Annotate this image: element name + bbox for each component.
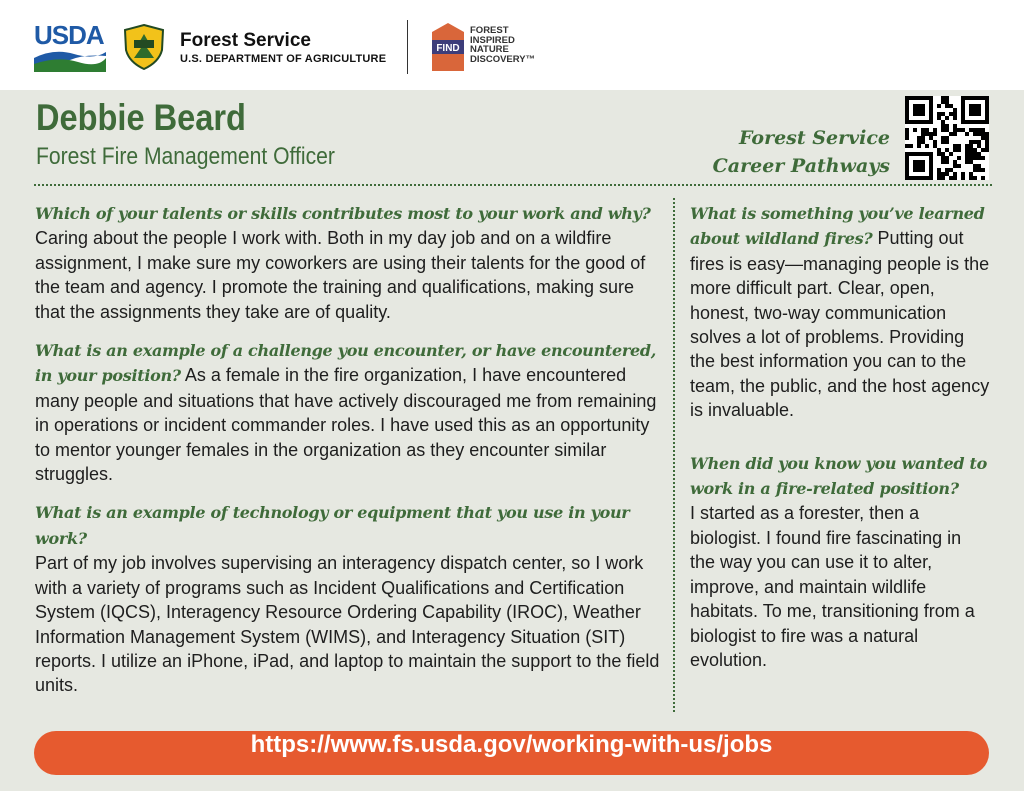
horizontal-divider [34, 184, 992, 186]
usda-logo [34, 20, 106, 72]
answer-text: Putting out fires is easy—managing people is the more difficult part. Clear, open, honest, two-way communication solves a lot of problems. Providing the best information you can to the team, the public, and the host agency is invaluable. [690, 228, 990, 421]
left-column [35, 201, 660, 712]
qa-item [35, 500, 660, 697]
person-name: Debbie Beard [36, 97, 246, 138]
qa-item [690, 201, 990, 423]
question-text: When did you know you wanted to work in a fire-related position? [690, 453, 987, 499]
jobs-url-bar[interactable] [34, 731, 989, 775]
find-badge-text: FIND [436, 43, 460, 54]
department-name: U.S. DEPARTMENT OF AGRICULTURE [180, 53, 387, 65]
question-text: What is an example of technology or equipment that you use in your work? [35, 503, 630, 548]
header-bar [0, 0, 1024, 90]
column-divider [673, 198, 675, 712]
qa-item [35, 201, 660, 324]
answer-text: Caring about the people I work with. Both in my day job and on a wildfire assignment, I make sure my coworkers are using their talents for the good of the team and agency. I promote the training and qualifications, making sure that the assignments they take are of quality. [35, 228, 646, 322]
find-line-1: FOREST [470, 25, 509, 36]
usda-hills-icon [34, 48, 106, 72]
forest-service-shield-icon [123, 24, 165, 70]
qr-code-icon[interactable] [905, 96, 989, 180]
find-logo-icon [431, 22, 465, 72]
pathways-line-1: Forest Service [738, 127, 890, 149]
qa-item [35, 338, 660, 486]
question-text: Which of your talents or skills contributes most to your work and why? [35, 204, 651, 223]
career-pathways-label [713, 124, 890, 180]
find-line-2: INSPIRED [470, 34, 515, 46]
answer-text: As a female in the fire organization, I have encountered many people and situations that have actively discouraged me from remaining in operations or incident commander roles. I have used this as an opportunity to mentor younger females in the organization as they encounter similar struggles. [35, 365, 657, 485]
person-title: Forest Fire Management Officer [36, 143, 335, 170]
agency-name: Forest Service [180, 30, 311, 51]
jobs-url-link[interactable]: https://www.fs.usda.gov/working-with-us/jobs [250, 731, 773, 758]
right-column [690, 201, 990, 686]
find-logo-text [470, 26, 535, 64]
answer-text: Part of my job involves supervising an interagency dispatch center, so I work with a variety of programs such as Incident Qualifications and Certification System (IQCS), Interagency Resource Ordering Capability (IROC), Weather Information Management System (WIMS), and Interagency Situation (SIT) reports. I utilize an iPhone, iPad, and laptop to maintain the support to the field units. [35, 553, 660, 696]
find-line-4: DISCOVERY™ [470, 53, 536, 65]
answer-text: I started as a forester, then a biologist. I found fire fascinating in the way you can use it to alter, improve, and maintain wildlife habitats. To me, transitioning from a biologist to fire was a natural evolution. [690, 503, 975, 670]
question-text: What is an example of a challenge you encounter, or have encountered, in your position? [35, 341, 656, 386]
question-text: What is something you’ve learned about wildland fires? [690, 204, 985, 249]
qa-item [690, 451, 990, 673]
pathways-line-2: Career Pathways [712, 155, 890, 177]
header-divider [407, 20, 408, 74]
find-line-3: NATURE [470, 44, 509, 55]
usda-logo-text: USDA [34, 20, 104, 50]
